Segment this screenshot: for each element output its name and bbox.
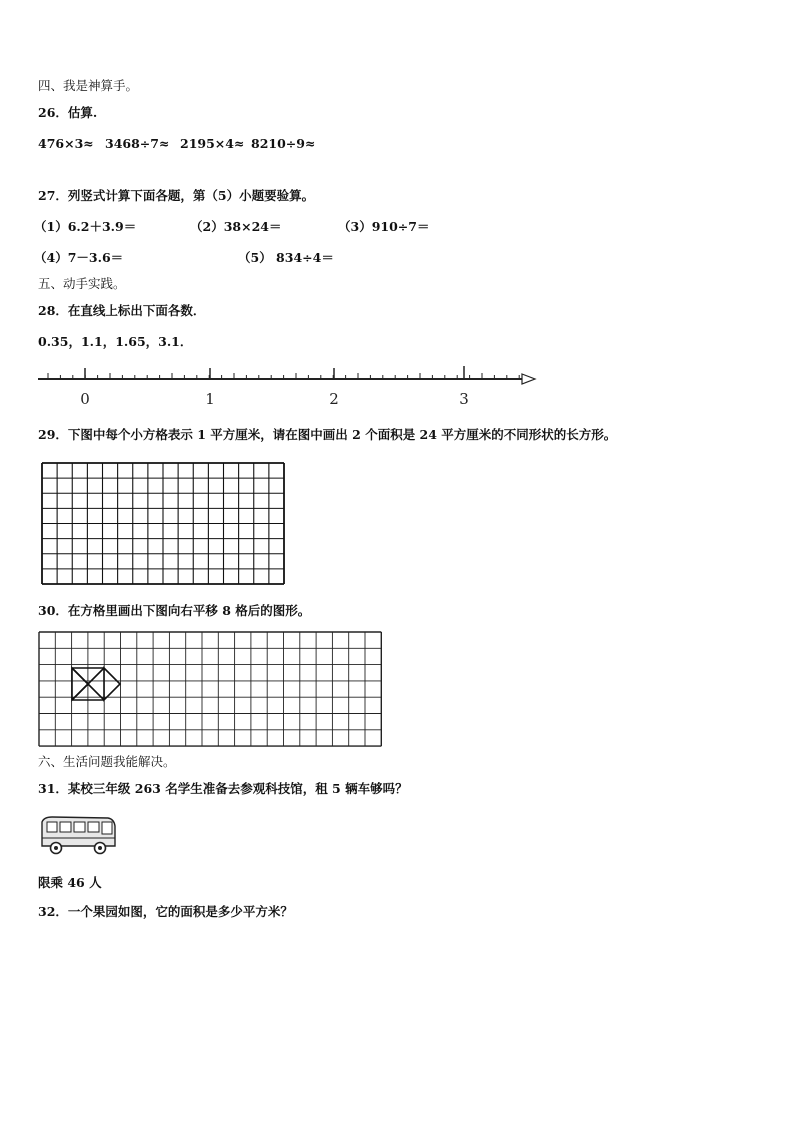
q26-item-2: 3468÷7≈ [105,136,170,151]
grid-29[interactable] [40,462,286,586]
q27-problem-4: （4）7－3.6＝ [34,250,124,265]
section-6-title: 六、生活问题我能解决。 [38,754,176,769]
question-31-label: 31．某校三年级 263 名学生准备去参观科技馆，租 5 辆车够吗？ [38,781,408,796]
q27-problem-1: （1）6.2＋3.9＝ [34,219,137,234]
bus-capacity-caption: 限乘 46 人 [38,875,102,890]
question-27-label: 27．列竖式计算下面各题，第（5）小题要验算。 [38,188,315,203]
question-29-label: 29．下图中每个小方格表示 1 平方厘米，请在图中画出 2 个面积是 24 平方厘米的不同形状的长方形。 [38,427,617,442]
q28-numbers: 0.35，1.1，1.65，3.1． [38,334,193,349]
figure-left-triangle [72,668,88,700]
q26-item-3: 2195×4≈ [180,136,245,151]
tick-label-3: 3 [459,390,469,408]
grid-30-lines [39,632,381,746]
question-26-label: 26．估算. [38,105,98,120]
q26-item-4: 8210÷9≈ [251,136,316,151]
section-4-title: 四、我是神算手。 [38,78,139,93]
grid-30[interactable] [38,631,388,748]
q27-problem-3: （3）910÷7＝ [338,219,430,234]
arrow-head-icon [522,374,535,384]
q27-problem-5: （5） 834÷4＝ [238,250,334,265]
translation-figure [72,668,120,700]
q27-problem-2: （2）38×24＝ [190,219,282,234]
section-5-title: 五、动手实践。 [38,276,126,291]
grid-29-lines [42,463,284,584]
question-30-label: 30．在方格里画出下图向右平移 8 格后的图形。 [38,603,311,618]
tick-label-0: 0 [80,390,90,408]
bus-icon [38,814,118,858]
tick-label-2: 2 [329,390,339,408]
number-line [30,360,550,410]
figure-right-triangle [104,668,120,700]
question-28-label: 28．在直线上标出下面各数． [38,303,206,318]
question-32-label: 32．一个果园如图，它的面积是多少平方米？ [38,904,293,919]
q26-item-1: 476×3≈ [38,136,94,151]
tick-label-1: 1 [205,390,215,408]
